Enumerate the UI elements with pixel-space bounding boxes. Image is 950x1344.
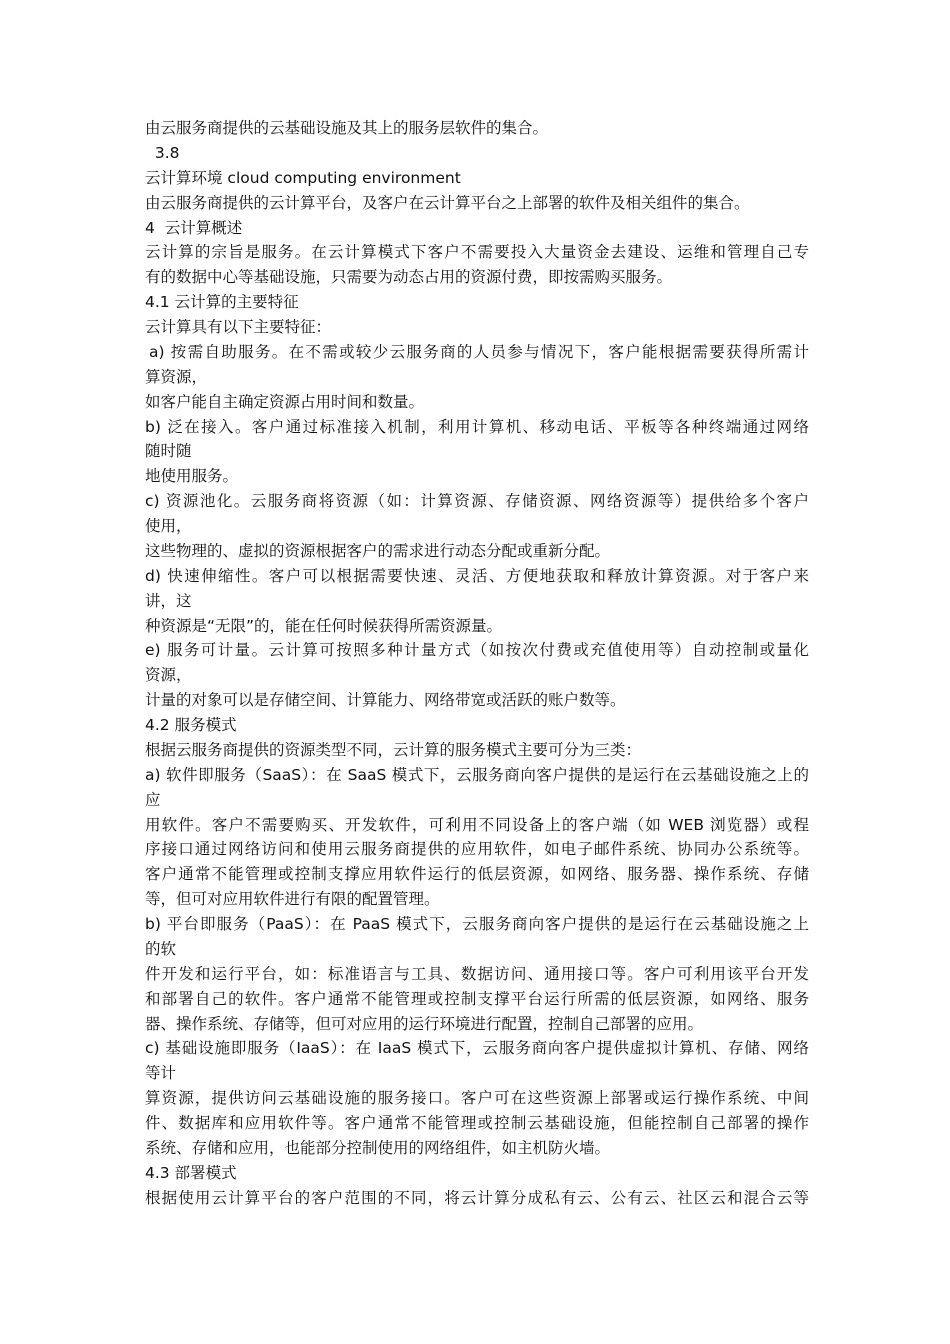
list-item-line: 系统、存储和应用，也能部分控制使用的网络组件，如主机防火墙。 [145, 1138, 611, 1157]
section-heading: 4.2 服务模式 [145, 716, 237, 734]
section-number: 3.8 [145, 143, 180, 162]
paragraph-line: 云计算具有以下主要特征： [145, 318, 332, 336]
paragraph-line: 根据云服务商提供的资源类型不同，云计算的服务模式主要可分为三类： [145, 740, 642, 759]
paragraph-line: 由云服务商提供的云基础设施及其上的服务层软件的集合。 [145, 119, 549, 137]
list-item-line: 等，但可对应用软件进行有限的配置管理。 [145, 890, 440, 909]
document-body [145, 116, 809, 1211]
list-item-line: 地使用服务。 [145, 467, 239, 486]
list-item-line: a) 软件即服务（SaaS）：在 SaaS 模式下，云服务商向客户提供的是运行在云基础设施之上的 [145, 765, 809, 784]
list-item-line: 讲，这 [145, 591, 192, 610]
section-heading: 4 云计算概述 [145, 218, 243, 237]
list-item-line: 用软件。客户不需要购买、开发软件，可利用不同设备上的客户端（如 WEB 浏览器）或程 [145, 815, 809, 834]
list-item-line: 客户通常不能管理或控制支撑应用软件运行的低层资源，如网络、服务器、操作系统、存储 [145, 865, 809, 884]
list-item-line: d) 快速伸缩性。客户可以根据需要快速、灵活、方便地获取和释放计算资源。对于客户来 [145, 566, 809, 585]
list-item-line: 件、数据库和应用软件等。客户通常不能管理或控制云基础设施，但能控制自己部署的操作 [145, 1114, 809, 1132]
term-heading: 云计算环境 cloud computing environment [145, 168, 461, 187]
list-item-line: 如客户能自主确定资源占用时间和数量。 [145, 392, 425, 411]
paragraph-line: 云计算的宗旨是服务。在云计算模式下客户不需要投入大量资金去建设、运维和管理自己专 [145, 243, 809, 262]
list-item-line: 序接口通过网络访问和使用云服务商提供的应用软件，如电子邮件系统、协同办公系统等。 [145, 840, 809, 859]
list-item-line: 器、操作系统、存储等，但可对应用的运行环境进行配置，控制自己部署的应用。 [145, 1014, 704, 1033]
list-item-line: 算资源， [145, 367, 208, 386]
list-item-line: e) 服务可计量。云计算可按照多种计量方式（如按次付费或充值使用等）自动控制或量化 [145, 641, 809, 660]
list-item-line: 件开发和运行平台，如：标准语言与工具、数据访问、通用接口等。客户可利用该平台开发 [145, 964, 809, 983]
list-item-line: b) 泛在接入。客户通过标准接入机制，利用计算机、移动电话、平板等各种终端通过网络 [145, 417, 809, 436]
list-item-line: 这些物理的、虚拟的资源根据客户的需求进行动态分配或重新分配。 [145, 541, 611, 560]
list-item-line: 的软 [145, 939, 177, 958]
list-item-line: 随时随 [145, 442, 192, 461]
list-item-line: c) 基础设施即服务（IaaS）：在 IaaS 模式下，云服务商向客户提供虚拟计算机、存储、网络 [145, 1039, 809, 1058]
list-item-line: 算资源，提供访问云基础设施的服务接口。客户可在这些资源上部署或运行操作系统、中间 [145, 1089, 809, 1108]
paragraph-line: 有的数据中心等基础设施，只需要为动态占用的资源付费，即按需购买服务。 [145, 268, 673, 287]
list-item-line: 等计 [145, 1064, 177, 1083]
list-item-line: 和部署自己的软件。客户通常不能管理或控制支撑平台运行所需的低层资源，如网络、服务 [145, 989, 809, 1008]
list-item-line: c) 资源池化。云服务商将资源（如：计算资源、存储资源、网络资源等）提供给多个客户 [145, 492, 809, 511]
section-heading: 4.3 部署模式 [145, 1163, 237, 1182]
list-item-line: 计量的对象可以是存储空间、计算能力、网络带宽或活跃的账户数等。 [145, 691, 626, 710]
section-heading: 4.1 云计算的主要特征 [145, 293, 299, 312]
list-item-line: 资源， [145, 666, 192, 685]
list-item-line: b) 平台即服务（PaaS）：在 PaaS 模式下，云服务商向客户提供的是运行在云基础设施之上 [145, 915, 809, 933]
list-item-line: 应 [145, 790, 161, 809]
paragraph-line: 根据使用云计算平台的客户范围的不同，将云计算分成私有云、公有云、社区云和混合云等 [145, 1188, 809, 1207]
list-item-line: 使用， [145, 517, 192, 535]
list-item-line: a) 按需自助服务。在不需或较少云服务商的人员参与情况下，客户能根据需要获得所需计 [149, 342, 809, 361]
paragraph-line: 由云服务商提供的云计算平台，及客户在云计算平台之上部署的软件及相关组件的集合。 [145, 193, 750, 212]
list-item-line: 种资源是“无限”的，能在任何时候获得所需资源量。 [145, 616, 503, 635]
